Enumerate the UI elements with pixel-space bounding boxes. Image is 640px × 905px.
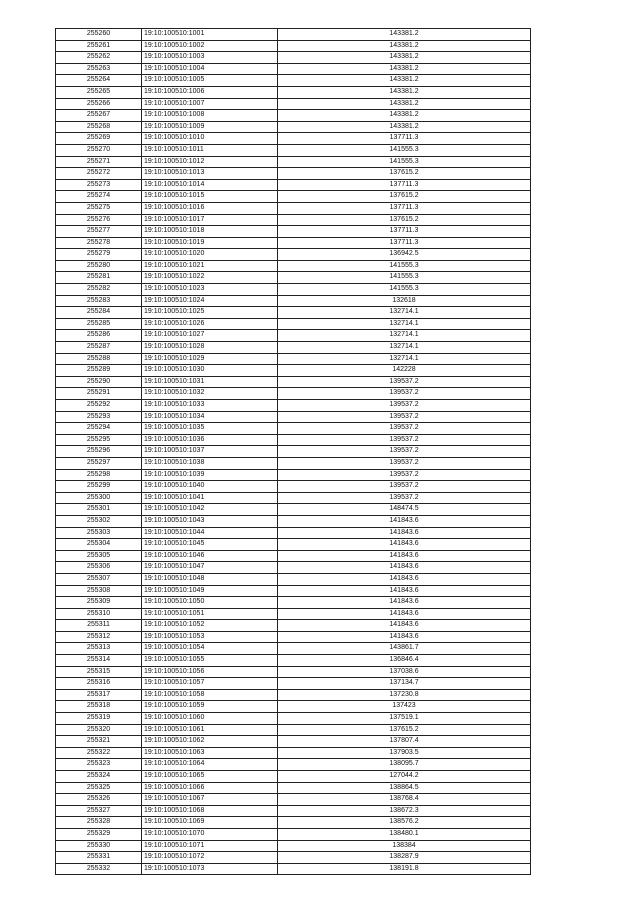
row-id-cell: 255288 (56, 353, 142, 365)
value-cell: 138095.7 (278, 759, 531, 771)
table-row (56, 457, 531, 469)
value-cell: 137711.3 (278, 202, 531, 214)
table-row (56, 643, 531, 655)
row-id-cell: 255332 (56, 863, 142, 875)
table-row (56, 620, 531, 632)
value-cell: 137134.7 (278, 678, 531, 690)
cadastral-number-cell: 19:10:100510:1013 (142, 168, 278, 180)
row-id-cell: 255298 (56, 469, 142, 481)
table-row (56, 481, 531, 493)
value-cell: 138864.5 (278, 782, 531, 794)
table-row (56, 214, 531, 226)
row-id-cell: 255325 (56, 782, 142, 794)
table-row (56, 631, 531, 643)
value-cell: 141843.6 (278, 597, 531, 609)
cadastral-number-cell: 19:10:100510:1007 (142, 98, 278, 110)
value-cell: 137423 (278, 701, 531, 713)
data-table (55, 28, 531, 875)
table-row (56, 342, 531, 354)
table-row (56, 527, 531, 539)
row-id-cell: 255311 (56, 620, 142, 632)
table-row (56, 86, 531, 98)
cadastral-number-cell: 19:10:100510:1054 (142, 643, 278, 655)
cadastral-number-cell: 19:10:100510:1060 (142, 713, 278, 725)
cadastral-number-cell: 19:10:100510:1026 (142, 318, 278, 330)
row-id-cell: 255285 (56, 318, 142, 330)
cadastral-number-cell: 19:10:100510:1029 (142, 353, 278, 365)
row-id-cell: 255263 (56, 63, 142, 75)
table-row (56, 423, 531, 435)
value-cell: 137519.1 (278, 713, 531, 725)
row-id-cell: 255282 (56, 284, 142, 296)
cadastral-number-cell: 19:10:100510:1019 (142, 237, 278, 249)
table-row (56, 852, 531, 864)
value-cell: 137903.5 (278, 747, 531, 759)
value-cell: 139537.2 (278, 469, 531, 481)
table-row (56, 226, 531, 238)
row-id-cell: 255313 (56, 643, 142, 655)
value-cell: 141843.6 (278, 515, 531, 527)
value-cell: 137615.2 (278, 191, 531, 203)
cadastral-number-cell: 19:10:100510:1040 (142, 481, 278, 493)
cadastral-number-cell: 19:10:100510:1001 (142, 29, 278, 41)
row-id-cell: 255307 (56, 573, 142, 585)
value-cell: 141843.6 (278, 585, 531, 597)
value-cell: 143381.2 (278, 52, 531, 64)
table-row (56, 376, 531, 388)
value-cell: 139537.2 (278, 376, 531, 388)
row-id-cell: 255289 (56, 365, 142, 377)
cadastral-number-cell: 19:10:100510:1039 (142, 469, 278, 481)
value-cell: 137711.3 (278, 179, 531, 191)
table-row (56, 597, 531, 609)
value-cell: 141555.3 (278, 272, 531, 284)
table-row (56, 724, 531, 736)
table-row (56, 63, 531, 75)
cadastral-number-cell: 19:10:100510:1030 (142, 365, 278, 377)
table-row (56, 736, 531, 748)
value-cell: 138384 (278, 840, 531, 852)
cadastral-number-cell: 19:10:100510:1011 (142, 144, 278, 156)
row-id-cell: 255268 (56, 121, 142, 133)
value-cell: 141555.3 (278, 260, 531, 272)
cadastral-number-cell: 19:10:100510:1016 (142, 202, 278, 214)
cadastral-number-cell: 19:10:100510:1064 (142, 759, 278, 771)
table-row (56, 759, 531, 771)
row-id-cell: 255309 (56, 597, 142, 609)
row-id-cell: 255306 (56, 562, 142, 574)
cadastral-number-cell: 19:10:100510:1049 (142, 585, 278, 597)
table-row (56, 98, 531, 110)
cadastral-number-cell: 19:10:100510:1067 (142, 794, 278, 806)
value-cell: 141555.3 (278, 284, 531, 296)
value-cell: 138287.9 (278, 852, 531, 864)
cadastral-number-cell: 19:10:100510:1024 (142, 295, 278, 307)
row-id-cell: 255260 (56, 29, 142, 41)
value-cell: 132714.1 (278, 330, 531, 342)
value-cell: 139537.2 (278, 457, 531, 469)
value-cell: 137711.3 (278, 237, 531, 249)
cadastral-number-cell: 19:10:100510:1055 (142, 655, 278, 667)
table-row (56, 747, 531, 759)
table-row (56, 191, 531, 203)
row-id-cell: 255281 (56, 272, 142, 284)
cadastral-number-cell: 19:10:100510:1008 (142, 110, 278, 122)
value-cell: 141843.6 (278, 527, 531, 539)
table-row (56, 260, 531, 272)
value-cell: 141843.6 (278, 539, 531, 551)
table-row (56, 40, 531, 52)
cadastral-number-cell: 19:10:100510:1043 (142, 515, 278, 527)
value-cell: 137615.2 (278, 214, 531, 226)
row-id-cell: 255305 (56, 550, 142, 562)
row-id-cell: 255271 (56, 156, 142, 168)
table-row (56, 365, 531, 377)
value-cell: 137230.8 (278, 689, 531, 701)
row-id-cell: 255326 (56, 794, 142, 806)
value-cell: 137807.4 (278, 736, 531, 748)
row-id-cell: 255323 (56, 759, 142, 771)
row-id-cell: 255294 (56, 423, 142, 435)
row-id-cell: 255329 (56, 828, 142, 840)
row-id-cell: 255327 (56, 805, 142, 817)
value-cell: 141843.6 (278, 562, 531, 574)
value-cell: 137615.2 (278, 168, 531, 180)
value-cell: 132714.1 (278, 353, 531, 365)
row-id-cell: 255262 (56, 52, 142, 64)
cadastral-number-cell: 19:10:100510:1062 (142, 736, 278, 748)
table-row (56, 75, 531, 87)
table-row (56, 771, 531, 783)
row-id-cell: 255310 (56, 608, 142, 620)
cadastral-number-cell: 19:10:100510:1065 (142, 771, 278, 783)
value-cell: 141843.6 (278, 608, 531, 620)
value-cell: 148474.5 (278, 504, 531, 516)
cadastral-number-cell: 19:10:100510:1042 (142, 504, 278, 516)
cadastral-number-cell: 19:10:100510:1010 (142, 133, 278, 145)
value-cell: 139537.2 (278, 400, 531, 412)
value-cell: 139537.2 (278, 434, 531, 446)
value-cell: 132714.1 (278, 307, 531, 319)
cadastral-number-cell: 19:10:100510:1035 (142, 423, 278, 435)
row-id-cell: 255266 (56, 98, 142, 110)
cadastral-number-cell: 19:10:100510:1045 (142, 539, 278, 551)
table-row (56, 400, 531, 412)
table-row (56, 52, 531, 64)
value-cell: 143381.2 (278, 110, 531, 122)
cadastral-number-cell: 19:10:100510:1031 (142, 376, 278, 388)
cadastral-number-cell: 19:10:100510:1025 (142, 307, 278, 319)
cadastral-number-cell: 19:10:100510:1009 (142, 121, 278, 133)
cadastral-number-cell: 19:10:100510:1023 (142, 284, 278, 296)
value-cell: 137615.2 (278, 724, 531, 736)
table-row (56, 840, 531, 852)
cadastral-number-cell: 19:10:100510:1056 (142, 666, 278, 678)
row-id-cell: 255269 (56, 133, 142, 145)
row-id-cell: 255267 (56, 110, 142, 122)
value-cell: 139537.2 (278, 423, 531, 435)
cadastral-number-cell: 19:10:100510:1059 (142, 701, 278, 713)
table-row (56, 237, 531, 249)
value-cell: 143381.2 (278, 86, 531, 98)
cadastral-number-cell: 19:10:100510:1014 (142, 179, 278, 191)
value-cell: 141843.6 (278, 620, 531, 632)
cadastral-number-cell: 19:10:100510:1037 (142, 446, 278, 458)
row-id-cell: 255287 (56, 342, 142, 354)
value-cell: 141843.6 (278, 631, 531, 643)
cadastral-number-cell: 19:10:100510:1057 (142, 678, 278, 690)
cadastral-number-cell: 19:10:100510:1052 (142, 620, 278, 632)
cadastral-number-cell: 19:10:100510:1053 (142, 631, 278, 643)
table-row (56, 179, 531, 191)
row-id-cell: 255301 (56, 504, 142, 516)
cadastral-number-cell: 19:10:100510:1068 (142, 805, 278, 817)
cadastral-number-cell: 19:10:100510:1020 (142, 249, 278, 261)
value-cell: 138191.8 (278, 863, 531, 875)
row-id-cell: 255273 (56, 179, 142, 191)
cadastral-number-cell: 19:10:100510:1018 (142, 226, 278, 238)
row-id-cell: 255261 (56, 40, 142, 52)
cadastral-number-cell: 19:10:100510:1070 (142, 828, 278, 840)
cadastral-number-cell: 19:10:100510:1046 (142, 550, 278, 562)
row-id-cell: 255278 (56, 237, 142, 249)
table-row (56, 469, 531, 481)
table-row (56, 678, 531, 690)
table-row (56, 666, 531, 678)
row-id-cell: 255317 (56, 689, 142, 701)
table-row (56, 133, 531, 145)
cadastral-number-cell: 19:10:100510:1003 (142, 52, 278, 64)
table-row (56, 515, 531, 527)
cadastral-number-cell: 19:10:100510:1048 (142, 573, 278, 585)
value-cell: 138576.2 (278, 817, 531, 829)
table-row (56, 388, 531, 400)
table-row (56, 805, 531, 817)
row-id-cell: 255275 (56, 202, 142, 214)
cadastral-number-cell: 19:10:100510:1012 (142, 156, 278, 168)
cadastral-number-cell: 19:10:100510:1002 (142, 40, 278, 52)
table-body (56, 29, 531, 875)
row-id-cell: 255318 (56, 701, 142, 713)
table-row (56, 284, 531, 296)
cadastral-number-cell: 19:10:100510:1004 (142, 63, 278, 75)
table-row (56, 249, 531, 261)
row-id-cell: 255290 (56, 376, 142, 388)
table-row (56, 121, 531, 133)
row-id-cell: 255295 (56, 434, 142, 446)
row-id-cell: 255274 (56, 191, 142, 203)
table-row (56, 434, 531, 446)
table-row (56, 573, 531, 585)
table-row (56, 110, 531, 122)
row-id-cell: 255265 (56, 86, 142, 98)
table-row (56, 828, 531, 840)
table-row (56, 817, 531, 829)
row-id-cell: 255308 (56, 585, 142, 597)
cadastral-number-cell: 19:10:100510:1006 (142, 86, 278, 98)
value-cell: 137711.3 (278, 226, 531, 238)
value-cell: 142228 (278, 365, 531, 377)
table-row (56, 794, 531, 806)
table-row (56, 330, 531, 342)
row-id-cell: 255314 (56, 655, 142, 667)
value-cell: 141555.3 (278, 156, 531, 168)
row-id-cell: 255330 (56, 840, 142, 852)
cadastral-number-cell: 19:10:100510:1061 (142, 724, 278, 736)
cadastral-number-cell: 19:10:100510:1028 (142, 342, 278, 354)
row-id-cell: 255316 (56, 678, 142, 690)
value-cell: 138672.3 (278, 805, 531, 817)
cadastral-number-cell: 19:10:100510:1058 (142, 689, 278, 701)
cadastral-number-cell: 19:10:100510:1032 (142, 388, 278, 400)
cadastral-number-cell: 19:10:100510:1063 (142, 747, 278, 759)
cadastral-number-cell: 19:10:100510:1041 (142, 492, 278, 504)
value-cell: 143861.7 (278, 643, 531, 655)
row-id-cell: 255320 (56, 724, 142, 736)
row-id-cell: 255270 (56, 144, 142, 156)
table-row (56, 318, 531, 330)
cadastral-number-cell: 19:10:100510:1034 (142, 411, 278, 423)
cadastral-number-cell: 19:10:100510:1036 (142, 434, 278, 446)
cadastral-number-cell: 19:10:100510:1051 (142, 608, 278, 620)
value-cell: 132714.1 (278, 318, 531, 330)
row-id-cell: 255328 (56, 817, 142, 829)
row-id-cell: 255276 (56, 214, 142, 226)
row-id-cell: 255277 (56, 226, 142, 238)
cadastral-number-cell: 19:10:100510:1038 (142, 457, 278, 469)
table-row (56, 144, 531, 156)
row-id-cell: 255279 (56, 249, 142, 261)
table-row (56, 307, 531, 319)
table-row (56, 863, 531, 875)
row-id-cell: 255312 (56, 631, 142, 643)
row-id-cell: 255319 (56, 713, 142, 725)
row-id-cell: 255331 (56, 852, 142, 864)
table-row (56, 411, 531, 423)
table-row (56, 655, 531, 667)
value-cell: 143381.2 (278, 29, 531, 41)
cadastral-number-cell: 19:10:100510:1017 (142, 214, 278, 226)
table-row (56, 539, 531, 551)
row-id-cell: 255293 (56, 411, 142, 423)
value-cell: 127044.2 (278, 771, 531, 783)
value-cell: 132618 (278, 295, 531, 307)
table-row (56, 504, 531, 516)
table-row (56, 562, 531, 574)
row-id-cell: 255292 (56, 400, 142, 412)
table-row (56, 446, 531, 458)
cadastral-number-cell: 19:10:100510:1050 (142, 597, 278, 609)
cadastral-number-cell: 19:10:100510:1071 (142, 840, 278, 852)
value-cell: 141555.3 (278, 144, 531, 156)
cadastral-number-cell: 19:10:100510:1021 (142, 260, 278, 272)
value-cell: 137711.3 (278, 133, 531, 145)
row-id-cell: 255299 (56, 481, 142, 493)
value-cell: 132714.1 (278, 342, 531, 354)
table-row (56, 29, 531, 41)
table-row (56, 550, 531, 562)
row-id-cell: 255296 (56, 446, 142, 458)
cadastral-number-cell: 19:10:100510:1072 (142, 852, 278, 864)
row-id-cell: 255280 (56, 260, 142, 272)
cadastral-number-cell: 19:10:100510:1044 (142, 527, 278, 539)
value-cell: 136846.4 (278, 655, 531, 667)
row-id-cell: 255303 (56, 527, 142, 539)
table-row (56, 689, 531, 701)
cadastral-number-cell: 19:10:100510:1069 (142, 817, 278, 829)
row-id-cell: 255322 (56, 747, 142, 759)
value-cell: 143381.2 (278, 98, 531, 110)
cadastral-number-cell: 19:10:100510:1005 (142, 75, 278, 87)
value-cell: 141843.6 (278, 573, 531, 585)
row-id-cell: 255302 (56, 515, 142, 527)
table-row (56, 295, 531, 307)
value-cell: 143381.2 (278, 40, 531, 52)
table-row (56, 353, 531, 365)
table-row (56, 492, 531, 504)
row-id-cell: 255284 (56, 307, 142, 319)
cadastral-number-cell: 19:10:100510:1015 (142, 191, 278, 203)
table-row (56, 202, 531, 214)
row-id-cell: 255264 (56, 75, 142, 87)
value-cell: 137038.6 (278, 666, 531, 678)
cadastral-number-cell: 19:10:100510:1027 (142, 330, 278, 342)
value-cell: 143381.2 (278, 63, 531, 75)
value-cell: 139537.2 (278, 481, 531, 493)
table-row (56, 156, 531, 168)
row-id-cell: 255321 (56, 736, 142, 748)
value-cell: 139537.2 (278, 411, 531, 423)
row-id-cell: 255286 (56, 330, 142, 342)
table-row (56, 608, 531, 620)
value-cell: 139537.2 (278, 446, 531, 458)
cadastral-number-cell: 19:10:100510:1022 (142, 272, 278, 284)
table-row (56, 701, 531, 713)
table-row (56, 713, 531, 725)
value-cell: 136942.5 (278, 249, 531, 261)
row-id-cell: 255297 (56, 457, 142, 469)
value-cell: 143381.2 (278, 75, 531, 87)
row-id-cell: 255283 (56, 295, 142, 307)
row-id-cell: 255324 (56, 771, 142, 783)
row-id-cell: 255272 (56, 168, 142, 180)
cadastral-number-cell: 19:10:100510:1033 (142, 400, 278, 412)
table-row (56, 782, 531, 794)
table-row (56, 585, 531, 597)
table-row (56, 168, 531, 180)
cadastral-number-cell: 19:10:100510:1047 (142, 562, 278, 574)
value-cell: 138768.4 (278, 794, 531, 806)
cadastral-number-cell: 19:10:100510:1073 (142, 863, 278, 875)
row-id-cell: 255304 (56, 539, 142, 551)
table-row (56, 272, 531, 284)
value-cell: 141843.6 (278, 550, 531, 562)
value-cell: 139537.2 (278, 388, 531, 400)
row-id-cell: 255300 (56, 492, 142, 504)
cadastral-number-cell: 19:10:100510:1066 (142, 782, 278, 794)
row-id-cell: 255315 (56, 666, 142, 678)
value-cell: 139537.2 (278, 492, 531, 504)
value-cell: 138480.1 (278, 828, 531, 840)
value-cell: 143381.2 (278, 121, 531, 133)
row-id-cell: 255291 (56, 388, 142, 400)
